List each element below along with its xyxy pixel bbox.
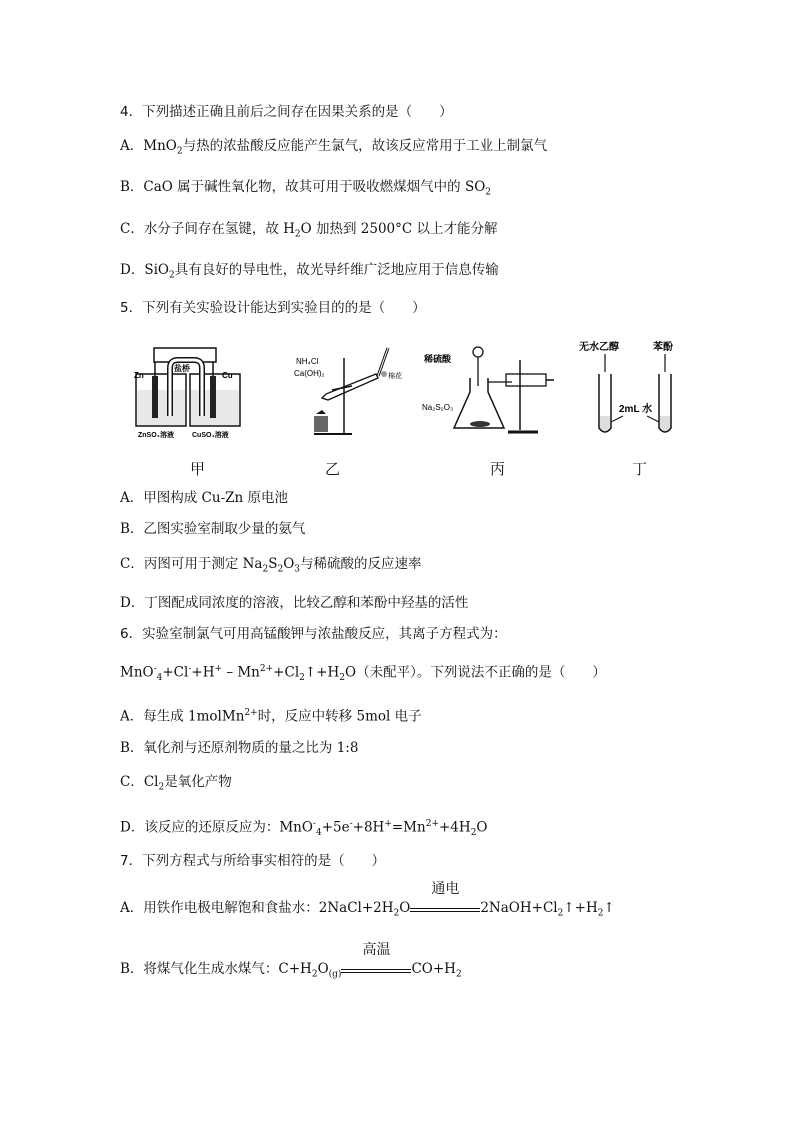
q4-option-c: C．水分子间存在氢键，故 $H_2O$ 加热到 2500°C 以上才能分解: [120, 221, 498, 240]
figure-caption-ding: 丁: [632, 460, 648, 478]
q4-stem: 4．下列描述正确且前后之间存在因果关系的是（ ）: [120, 104, 453, 120]
q6-stem: 6．实验室制氯气可用高锰酸钾与浓盐酸反应，其离子方程式为：: [120, 626, 507, 642]
q4-option-b: B．CaO 属于碱性氧化物，故其可用于吸收燃煤烟气中的 $SO_2$: [120, 179, 491, 198]
q5-option-b: B．乙图实验室制取少量的氨气: [120, 521, 306, 537]
q7-option-b: B．将煤气化生成水煤气：$C+H_2O_{(g)}$ 高温 $CO+H_2$: [120, 942, 462, 980]
figure-caption-yi: 乙: [325, 460, 341, 478]
phenol-label: 苯酚: [653, 342, 673, 353]
cuso4-solution-label: CuSO₄溶液: [192, 432, 229, 438]
anhydrous-ethanol-label: 无水乙醇: [579, 342, 619, 353]
figure-caption-jia: 甲: [190, 460, 206, 478]
q6-option-a: A．每生成 1molMn$^{2+}$时，反应中转移 5mol 电子: [120, 708, 422, 725]
q5-stem: 5．下列有关实验设计能达到实验目的的是（ ）: [120, 300, 426, 316]
q6-equation: $MnO^-_4+Cl^-+H^+ - Mn^{2+}+Cl_2↑+H_2O$（未配平）。下列说法不正确的是（ ）: [120, 664, 606, 684]
q4-option-d: D．SiO$_2$具有良好的导电性，故光导纤维广泛地应用于信息传输: [120, 262, 499, 281]
salt-bridge-label: 盐桥: [174, 364, 190, 373]
galvanic-cell-figure: [130, 338, 250, 438]
water-2ml-label: 2mL 水: [619, 404, 653, 415]
reaction-rate-figure: [420, 338, 560, 438]
dilute-sulfuric-acid-label: 稀硫酸: [424, 354, 452, 364]
q6-option-c: C．$Cl_2$是氧化产物: [120, 774, 232, 793]
q5-option-d: D．丁图配成同浓度的溶液，比较乙醇和苯酚中羟基的活性: [120, 595, 469, 611]
q4-option-a: A．MnO$_2$与热的浓盐酸反应能产生氯气，故该反应常用于工业上制氯气: [120, 138, 548, 157]
ethanol-phenol-figure: [575, 338, 695, 438]
q5-option-c: C．丙图可用于测定 $Na_2S_2O_3$与稀硫酸的反应速率: [120, 556, 422, 575]
q7-option-a: A．用铁作电极电解饱和食盐水：$2NaCl+2H_2O$ 通电 $2NaOH+Cl_2↑+H_2↑$: [120, 881, 615, 919]
cotton-label: 棉花: [388, 373, 402, 380]
cu-electrode-label: Cu: [222, 371, 233, 380]
zn-electrode-label: Zn: [134, 371, 144, 380]
ammonia-prep-figure: [292, 338, 412, 438]
q5-option-a: A．甲图构成 Cu-Zn 原电池: [120, 490, 288, 506]
electrolysis-condition: 通电: [410, 900, 480, 912]
q6-option-d: D．该反应的还原反应为：$MnO^-_4+5e^-+8H^+=Mn^{2+}+4H_2O$: [120, 819, 488, 839]
q7-stem: 7．下列方程式与所给事实相符的是（ ）: [120, 853, 386, 869]
high-temperature-condition: 高温: [341, 961, 411, 973]
caoh2-label: Ca(OH)₂: [294, 369, 325, 378]
nh4cl-label: NH₄Cl: [296, 357, 319, 366]
na2s2o3-label: Na₂S₂O₃: [422, 403, 454, 412]
znso4-solution-label: ZnSO₄溶液: [138, 432, 175, 438]
q6-option-b: B．氧化剂与还原剂物质的量之比为 1:8: [120, 740, 359, 756]
figure-caption-bing: 丙: [490, 460, 506, 478]
